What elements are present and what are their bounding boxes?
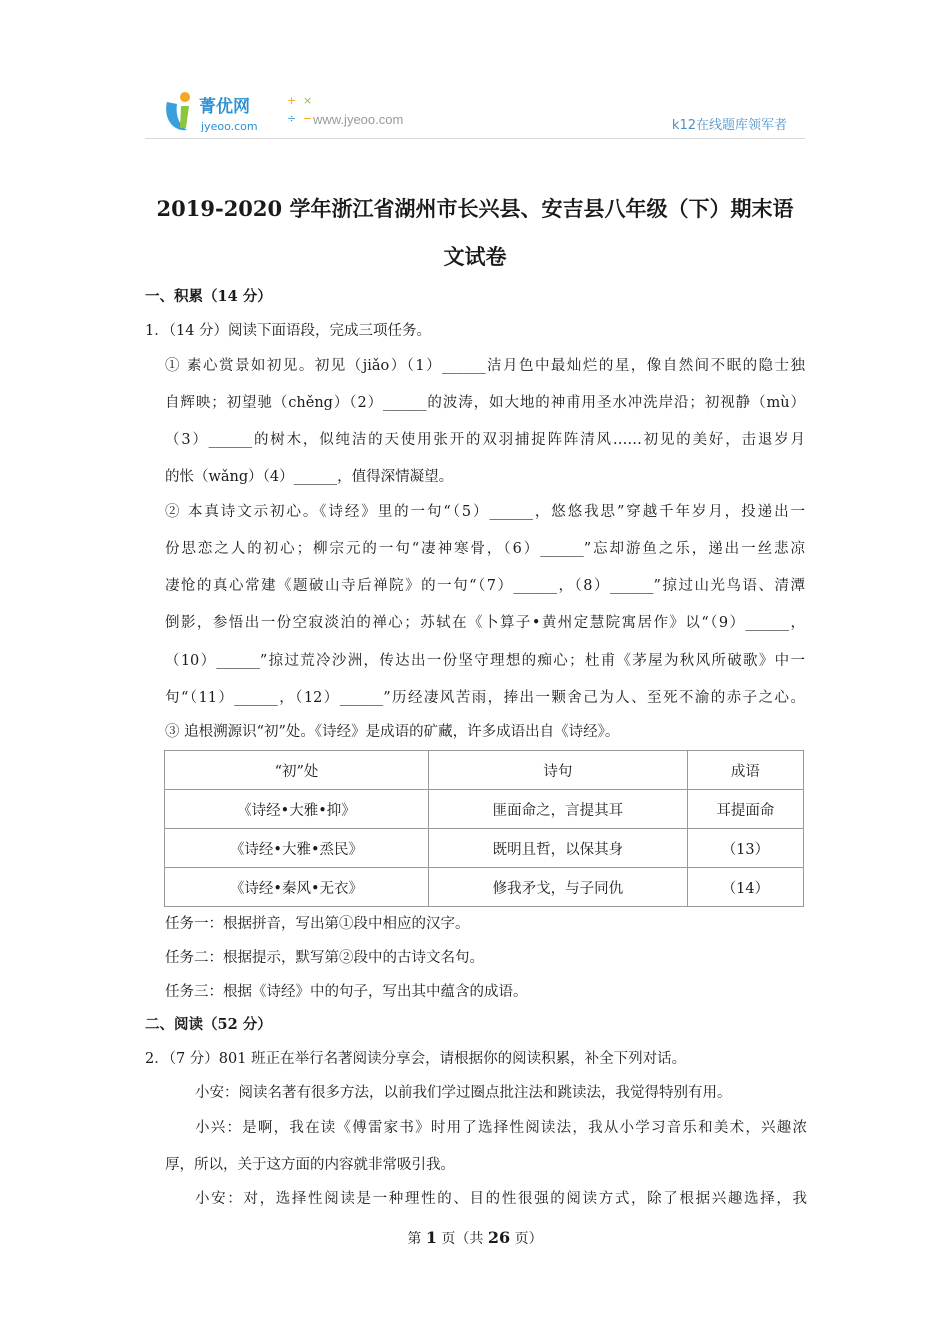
- table-cell: 耳提面命: [687, 790, 803, 829]
- task-line: 任务一：根据拼音，写出第①段中相应的汉字。: [165, 916, 470, 932]
- table-cell: 《诗经•秦风•无衣》: [165, 868, 429, 907]
- section-heading-2: 二、阅读（52 分）: [145, 1016, 272, 1033]
- q1-para2-line: 份思恋之人的初心；柳宗元的一句“凄神寒骨，（6）______”忘却游鱼之乐，递出一丝悲凉: [165, 541, 805, 557]
- table-row: [165, 868, 804, 907]
- page-header: [145, 86, 805, 139]
- table-cell: （14）: [687, 868, 803, 907]
- q1-para2-line: 句“（11）______，（12）______”历经凄风苦雨，捧出一颗舍己为人、至死不渝的赤子之心。: [165, 690, 805, 706]
- footer-prefix: 第: [407, 1231, 426, 1247]
- table-header-cell: 诗句: [428, 751, 687, 790]
- table-header-cell: 成语: [687, 751, 803, 790]
- q1-para1-line: ① 素心赏景如初见。初见（jiǎo）（1）______洁月色中最灿烂的星，像自然间不眠的隐士独: [165, 358, 805, 374]
- dialogue-line: 厚，所以，关于这方面的内容就非常吸引我。: [165, 1157, 455, 1173]
- dialogue-line: 小兴：是啊，我在读《傅雷家书》时用了选择性阅读法，我从小学习音乐和美术，兴趣浓: [195, 1120, 807, 1136]
- footer-suffix: 页）: [510, 1231, 543, 1247]
- task-line: 任务三：根据《诗经》中的句子，写出其中蕴含的成语。: [165, 984, 528, 1000]
- table-cell: 《诗经•大雅•抑》: [165, 790, 429, 829]
- table-cell: 《诗经•大雅•烝民》: [165, 829, 429, 868]
- task-line: 任务二：根据提示，默写第②段中的古诗文名句。: [165, 950, 484, 966]
- svg-text:×: ×: [303, 94, 313, 107]
- table-row: [165, 829, 804, 868]
- q1-para2-line: 倒影，参悟出一份空寂淡泊的禅心；苏轼在《卜算子•黄州定慧院寓居作》以“（9）______，: [165, 615, 805, 631]
- q1-para1-line: 自辉映；初望驰（chěng）（2）______的波涛，如大地的神甫用圣水冲洗岸沿；初视静（mù）: [165, 395, 805, 411]
- q1-para2-line: 凄怆的真心常建《题破山寺后禅院》的一句“（7）______，（8）______”掠过山光鸟语、清潭: [165, 578, 805, 594]
- table-row: [165, 790, 804, 829]
- dialogue-line: 小安：对，选择性阅读是一种理性的、目的性很强的阅读方式，除了根据兴趣选择，我: [195, 1191, 807, 1207]
- q1-para2-line: ② 本真诗文示初心。《诗经》里的一句“（5）______，悠悠我思”穿越千年岁月，投递出一: [165, 504, 805, 520]
- q1-para2-line: （10）______”掠过荒冷沙洲，传达出一份坚守理想的痴心；杜甫《茅屋为秋风所破歌》中一: [165, 653, 805, 669]
- slogan: k12在线题库领军者: [671, 118, 787, 133]
- table-cell: 修我矛戈，与子同仇: [428, 868, 687, 907]
- q1-para1-line: 的怅（wǎng）（4）______，值得深情凝望。: [165, 469, 454, 485]
- table-header-cell: “初”处: [165, 751, 429, 790]
- page-footer: [0, 1228, 950, 1248]
- site-url: www.jyeoo.com: [313, 112, 404, 127]
- svg-text:−: −: [303, 112, 313, 125]
- q1-para1-line: （3）______的树木，似纯洁的天使用张开的双羽捕捉阵阵清风……初见的美好，击退岁月: [165, 432, 805, 448]
- q1-para3: ③ 追根溯源识“初”处。《诗经》是成语的矿藏，许多成语出自《诗经》。: [165, 724, 620, 740]
- question-2-intro: 2．（7 分）801 班正在举行名著阅读分享会，请根据你的阅读积累，补全下列对话。: [145, 1051, 687, 1067]
- page-title-line2: 文试卷: [443, 244, 507, 269]
- table-cell: 匪面命之，言提其耳: [428, 790, 687, 829]
- logo-en-text: jyeoo.com: [201, 120, 258, 133]
- chengyu-table: [164, 750, 804, 907]
- table-cell: 既明且哲，以保其身: [428, 829, 687, 868]
- table-header-row: [165, 751, 804, 790]
- logo-cn-text: 菁优网: [199, 97, 250, 117]
- svg-text:÷: ÷: [287, 112, 297, 125]
- total-pages: 26: [487, 1228, 511, 1247]
- table-cell: （13）: [687, 829, 803, 868]
- svg-text:+: +: [287, 94, 297, 107]
- dialogue-line: 小安：阅读名著有很多方法，以前我们学过圈点批注法和跳读法，我觉得特别有用。: [195, 1085, 732, 1101]
- footer-middle: 页（共: [436, 1231, 488, 1247]
- page-number: 1: [425, 1228, 437, 1247]
- page-title-line1: 2019-2020 学年浙江省湖州市长兴县、安吉县八年级（下）期末语: [156, 196, 794, 221]
- jyeoo-logo-icon: [159, 88, 319, 136]
- section-heading-1: 一、积累（14 分）: [145, 288, 272, 305]
- question-1-intro: 1．（14 分）阅读下面语段，完成三项任务。: [145, 323, 432, 339]
